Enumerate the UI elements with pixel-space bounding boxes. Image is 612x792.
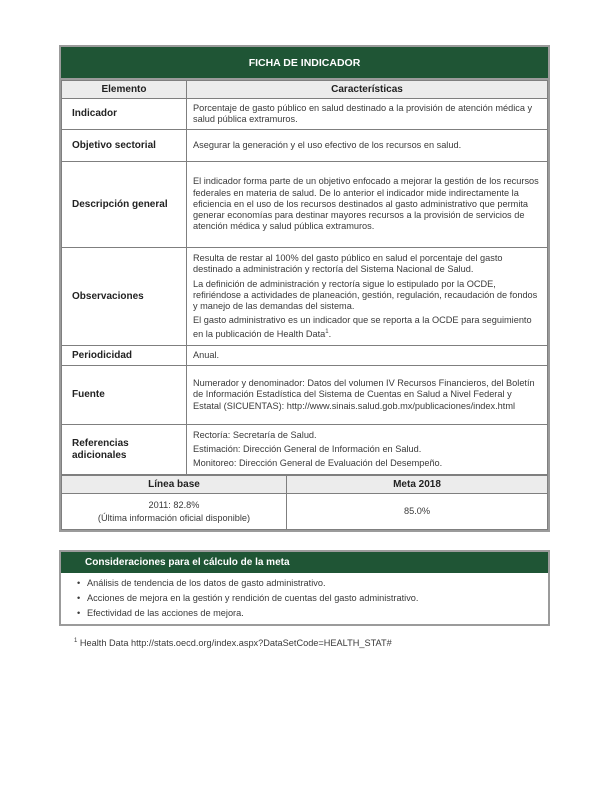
header-meta-2018: Meta 2018 (287, 476, 548, 494)
meta-table (61, 475, 548, 530)
header-linea-base: Línea base (62, 476, 287, 494)
value-referencias-adicionales: Rectoría: Secretaría de Salud. Estimación: Dirección General de Información en Salud. Monitoreo: Dirección General de Evaluación del Desempeño. (187, 425, 548, 475)
bullet-icon: • (77, 593, 81, 603)
value-observaciones: Resulta de restar al 100% del gasto público en salud el porcentaje del gasto destinado a administración y rectoría del Sistema Nacional de Salud. La definición de administración y rectoría sigue lo estipulado por la OCDE, refiriéndose a actividades de planeación, gestión, regulación, recaudación de fondos y manejo de las demandas del sistema. El gasto administrativo es un indicador que se reporta a la OCDE para seguimiento en la publicación de Health Data$^1$. (187, 248, 548, 346)
row-descripcion-general (62, 162, 548, 248)
row-periodicidad (62, 346, 548, 366)
list-item: • Efectividad de las acciones de mejora. (77, 606, 548, 621)
header-caracteristicas: Características (187, 81, 548, 99)
header-elemento: Elemento (62, 81, 187, 99)
bullet-icon: • (77, 578, 81, 588)
row-observaciones (62, 248, 548, 346)
label-referencias-adicionales: Referencias adicionales (62, 425, 187, 475)
footnote-number: 1 (74, 638, 78, 644)
value-descripcion-general: El indicador forma parte de un objetivo enfocado a mejorar la gestión de los recursos federales en materia de salud. De lo anterior el indicador mide indirectamente la eficiencia en el uso de los recursos destinados al gasto administrativo que permita generar economías para destinar mayores recursos a la provisión de servicios de atención médica y salud pública extramuros. (187, 162, 548, 248)
value-objetivo-sectorial: Asegurar la generación y el uso efectivo de los recursos en salud. (187, 130, 548, 162)
value-meta-2018: 85.0% (287, 494, 548, 530)
consideraciones-panel (59, 550, 550, 626)
label-periodicidad: Periodicidad (62, 346, 187, 366)
value-fuente: Numerador y denominador: Datos del volumen IV Recursos Financieros, del Boletín de Información Estadística del Sistema de Cuentas en Salud a Nivel Federal y Estatal (SICUENTAS): http://www.sinais.salud.gob.mx/publicaciones/index.html (187, 366, 548, 425)
list-item: • Análisis de tendencia de los datos de gasto administrativo. (77, 576, 548, 591)
row-objetivo-sectorial (62, 130, 548, 162)
footnote (74, 638, 392, 648)
ficha-table (61, 80, 548, 475)
value-indicador: Porcentaje de gasto público en salud destinado a la provisión de atención médica y salud pública extramuros. (187, 99, 548, 130)
list-item: • Acciones de mejora en la gestión y rendición de cuentas del gasto administrativo. (77, 591, 548, 606)
label-fuente: Fuente (62, 366, 187, 425)
row-fuente (62, 366, 548, 425)
ficha-indicador-panel (59, 45, 550, 532)
label-descripcion-general: Descripción general (62, 162, 187, 248)
value-linea-base: 2011: 82.8% (Última información oficial disponible) (62, 494, 287, 530)
ficha-title: FICHA DE INDICADOR (61, 47, 548, 80)
row-indicador (62, 99, 548, 130)
row-referencias-adicionales (62, 425, 548, 475)
consideraciones-title: Consideraciones para el cálculo de la meta (61, 552, 548, 573)
label-observaciones: Observaciones (62, 248, 187, 346)
value-periodicidad: Anual. (187, 346, 548, 366)
label-indicador: Indicador (62, 99, 187, 130)
label-objetivo-sectorial: Objetivo sectorial (62, 130, 187, 162)
consideraciones-list (61, 573, 548, 621)
footnote-text: Health Data http://stats.oecd.org/index.aspx?DataSetCode=HEALTH_STAT# (79, 638, 392, 649)
bullet-icon: • (77, 608, 81, 618)
footnote-ref[interactable]: 1 (325, 328, 329, 335)
